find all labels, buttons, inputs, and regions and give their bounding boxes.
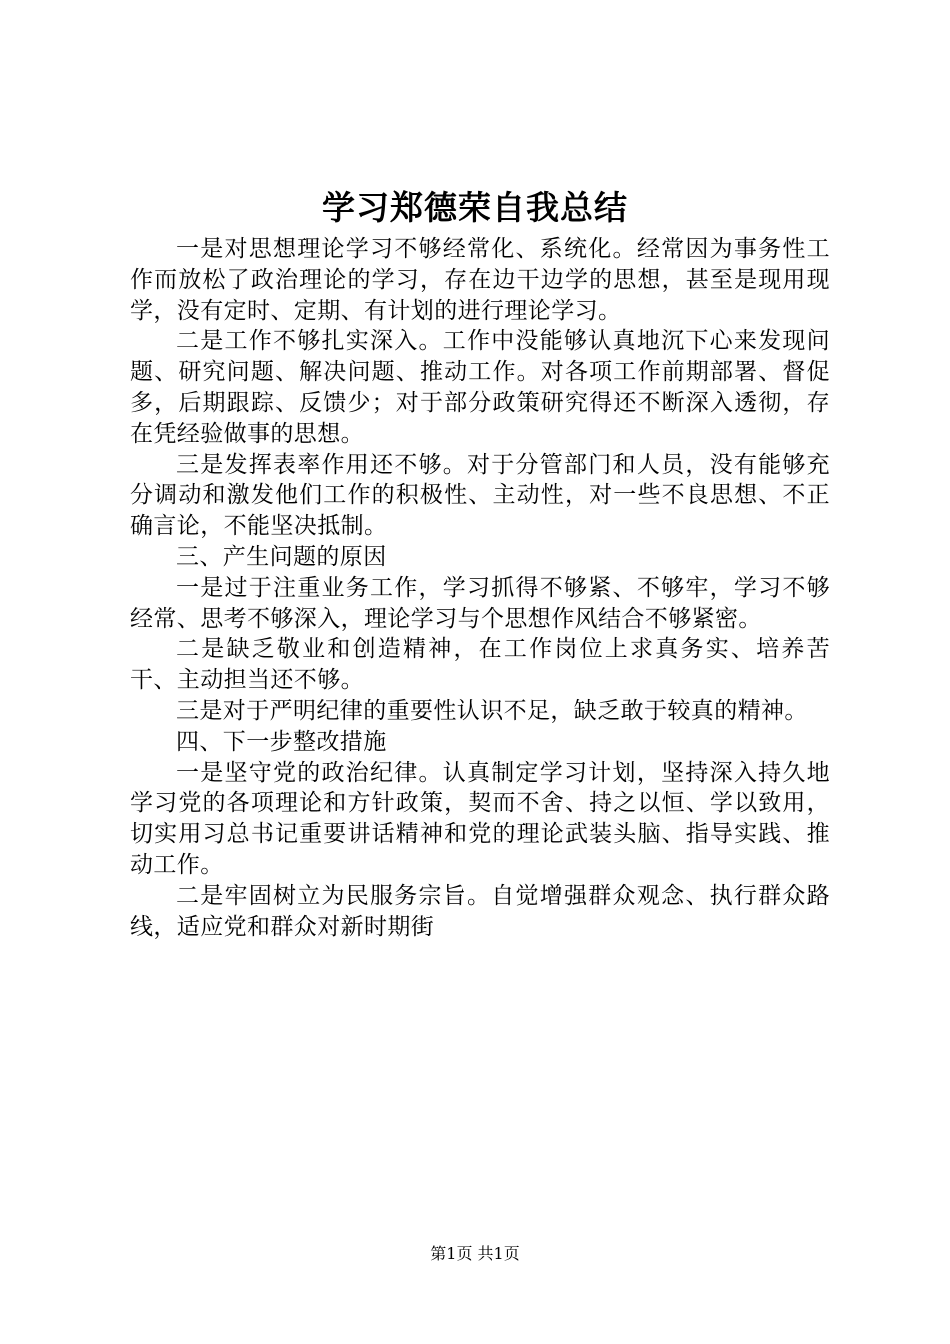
section-heading-measures: 四、下一步整改措施 (176, 728, 387, 755)
paragraph-6: 三是对于严明纪律的重要性认识不足，缺乏敢于较真的精神。 (176, 697, 808, 724)
paragraph-4: 一是过于注重业务工作，学习抓得不够紧、不够牢，学习不够经常、思考不够深入，理论学习与个思想作风结合不够紧密。 (130, 574, 830, 632)
paragraph-3: 三是发挥表率作用还不够。对于分管部门和人员，没有能够充分调动和激发他们工作的积极性、主动性，对一些不良思想、不正确言论，不能坚决抵制。 (130, 451, 830, 540)
paragraph-2: 二是工作不够扎实深入。工作中没能够认真地沉下心来发现问题、研究问题、解决问题、推动工作。对各项工作前期部署、督促多，后期跟踪、反馈少；对于部分政策研究得还不断深入透彻，存在凭经验做事的思想。 (130, 328, 830, 447)
section-heading-causes: 三、产生问题的原因 (176, 543, 387, 570)
document-body (130, 234, 830, 942)
paragraph-5: 二是缺乏敬业和创造精神，在工作岗位上求真务实、培养苦干、主动担当还不够。 (130, 636, 830, 694)
paragraph-7: 一是坚守党的政治纪律。认真制定学习计划，坚持深入持久地学习党的各项理论和方针政策，契而不舍、持之以恒、学以致用，切实用习总书记重要讲话精神和党的理论武装头脑、指导实践、推动工作。 (130, 759, 830, 878)
paragraph-8: 二是牢固树立为民服务宗旨。自觉增强群众观念、执行群众路线，适应党和群众对新时期街 (130, 882, 830, 940)
paragraph-1: 一是对思想理论学习不够经常化、系统化。经常因为事务性工作而放松了政治理论的学习，存在边干边学的思想，甚至是现用现学，没有定时、定期、有计划的进行理论学习。 (130, 236, 830, 324)
document-title: 学习郑德荣自我总结 (322, 188, 628, 227)
page-footer: 第1页 共1页 (430, 1244, 520, 1263)
